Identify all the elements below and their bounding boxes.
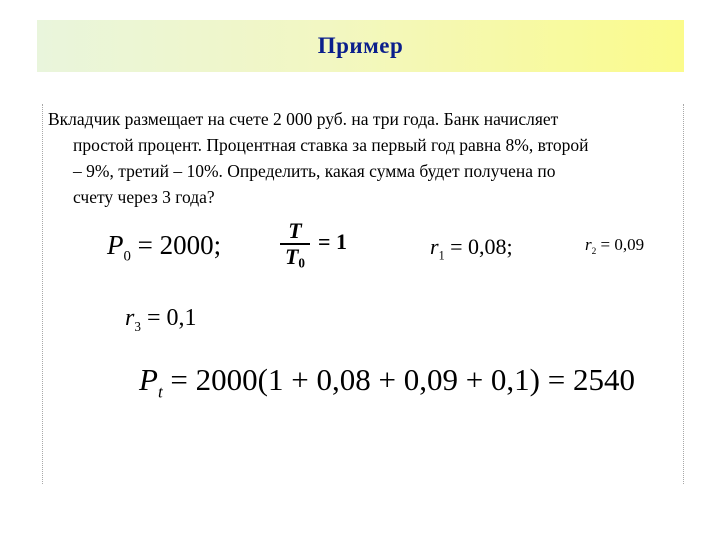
formula-p0-var: P (107, 230, 124, 260)
formula-p0-sub: 0 (123, 248, 131, 265)
formula-pt-sub: t (157, 382, 163, 402)
fraction-den-var: T (284, 244, 299, 269)
fraction-denominator (285, 245, 305, 270)
title-bar (37, 20, 684, 72)
formula-r2-rest: = 0,09 (596, 235, 645, 254)
formula-r3-var: r (125, 305, 135, 331)
formula-rate-3 (125, 306, 196, 333)
problem-line-1: Вкладчик размещает на счете 2 000 руб. на три года. Банк начисляет (48, 109, 559, 129)
formula-rate-1 (430, 236, 513, 262)
left-dotted-border (42, 104, 43, 484)
problem-statement (48, 106, 678, 210)
formula-r2-var: r (585, 235, 592, 254)
slide-title: Пример (317, 33, 404, 58)
fraction (280, 220, 310, 270)
formula-r1-var: r (430, 234, 439, 259)
formula-rate-2 (585, 236, 644, 258)
formula-period-ratio (280, 220, 347, 270)
formula-pt-var: P (139, 362, 158, 397)
problem-line-2: простой процент. Процентная ставка за первый год равна 8%, второй (73, 135, 589, 155)
fraction-equals: = 1 (318, 228, 348, 254)
formula-p0-rest: = 2000; (130, 230, 222, 260)
formula-r1-rest: = 0,08; (444, 234, 513, 259)
formula-result (139, 364, 635, 401)
formula-r3-rest: = 0,1 (140, 305, 197, 331)
fraction-den-sub: 0 (298, 255, 306, 271)
problem-line-3: – 9%, третий – 10%. Определить, какая сумма будет получена по (73, 161, 556, 181)
problem-line-4: счету через 3 года? (73, 187, 215, 207)
formula-r2-sub: 2 (591, 247, 597, 258)
formula-r3-sub: 3 (134, 318, 141, 334)
formula-r1-sub: 1 (438, 248, 445, 263)
formula-initial-sum (107, 232, 221, 265)
formula-pt-rest: = 2000(1 + 0,08 + 0,09 + 0,1) = 2540 (162, 362, 635, 397)
right-dotted-border (683, 104, 684, 484)
fraction-numerator: T (288, 218, 302, 243)
